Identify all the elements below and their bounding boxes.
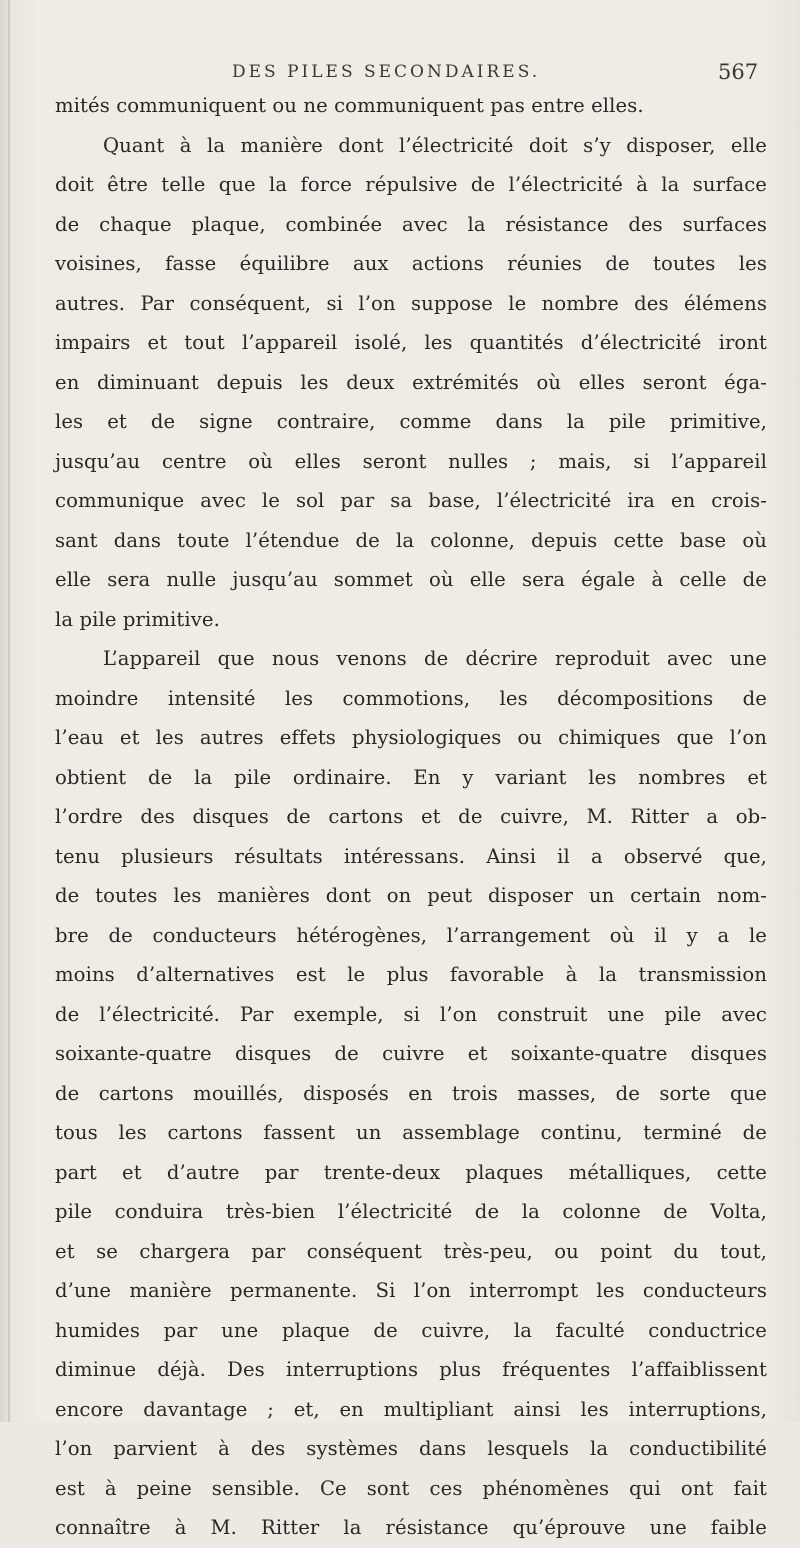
text-line: d’une manière permanente. Si l’on interrompt les conducteurs [55, 1279, 767, 1302]
text-line: obtient de la pile ordinaire. En y variant les nombres et [55, 765, 767, 789]
text-line: moindre intensité les commotions, les décompositions de [55, 686, 767, 710]
text-line: encore davantage ; et, en multipliant ainsi les interruptions, [55, 1397, 767, 1421]
text-line: tous les cartons fassent un assemblage continu, terminé de [55, 1121, 767, 1144]
text-line: elle sera nulle jusqu’au sommet où elle sera égale à celle de [55, 568, 767, 591]
text-line: de cartons mouillés, disposés en trois masses, de sorte que [55, 1081, 767, 1105]
text-line: l’ordre des disques de cartons et de cuivre, M. Ritter a ob- [55, 805, 767, 828]
text-line: les et de signe contraire, comme dans la pile primitive, [55, 410, 767, 433]
text-line: en diminuant depuis les deux extrémités où elles seront éga- [55, 370, 767, 394]
text-line: part et d’autre par trente-deux plaques métalliques, cette [55, 1160, 767, 1184]
text-line: doit être telle que la force répulsive de l’électricité à la surface [55, 173, 767, 196]
body-text [55, 86, 767, 1548]
page-gutter [8, 0, 10, 1422]
text-line: et se chargera par conséquent très-peu, ou point du tout, [55, 1239, 767, 1263]
text-line: connaître à M. Ritter la résistance qu’éprouve une faible [55, 1516, 767, 1539]
text-line: communique avec le sol par sa base, l’électricité ira en crois- [55, 489, 767, 512]
text-line: de l’électricité. Par exemple, si l’on construit une pile avec [55, 1002, 767, 1026]
text-line: pile conduira très-bien l’électricité de la colonne de Volta, [55, 1200, 767, 1223]
text-line: Quant à la manière dont l’électricité doit s’y disposer, elle [103, 133, 767, 157]
text-line: de chaque plaque, combinée avec la résistance des surfaces [55, 212, 767, 236]
text-line: bre de conducteurs hétérogènes, l’arrangement où il y a le [55, 923, 767, 947]
text-line: la pile primitive. [55, 607, 220, 631]
text-line: humides par une plaque de cuivre, la faculté conductrice [55, 1318, 767, 1342]
text-line: jusqu’au centre où elles seront nulles ; mais, si l’appareil [55, 449, 767, 473]
text-line: l’on parvient à des systèmes dans lesquels la conductibilité [55, 1437, 767, 1460]
text-line: autres. Par conséquent, si l’on suppose le nombre des élémens [55, 291, 767, 315]
running-title: DES PILES SECONDAIRES. [232, 62, 541, 82]
text-line: diminue déjà. Des interruptions plus fréquentes l’affaiblissent [55, 1358, 767, 1381]
text-line: soixante-quatre disques de cuivre et soixante-quatre disques [55, 1042, 767, 1065]
text-line: moins d’alternatives est le plus favorable à la transmission [55, 963, 767, 986]
text-line: tenu plusieurs résultats intéressans. Ainsi il a observé que, [55, 844, 767, 868]
text-line: voisines, fasse équilibre aux actions réunies de toutes les [55, 252, 767, 275]
text-line: de toutes les manières dont on peut disposer un certain nom- [55, 884, 767, 907]
text-line: mités communiquent ou ne communiquent pas entre elles. [55, 94, 644, 117]
text-line: sant dans toute l’étendue de la colonne, depuis cette base où [55, 528, 767, 552]
text-line: L’appareil que nous venons de décrire reproduit avec une [103, 647, 767, 670]
page-number: 567 [718, 60, 759, 84]
text-line: impairs et tout l’appareil isolé, les quantités d’électricité iront [55, 331, 767, 354]
text-line: est à peine sensible. Ce sont ces phénomènes qui ont fait [55, 1476, 767, 1500]
text-line: l’eau et les autres effets physiologiques ou chimiques que l’on [55, 726, 767, 749]
